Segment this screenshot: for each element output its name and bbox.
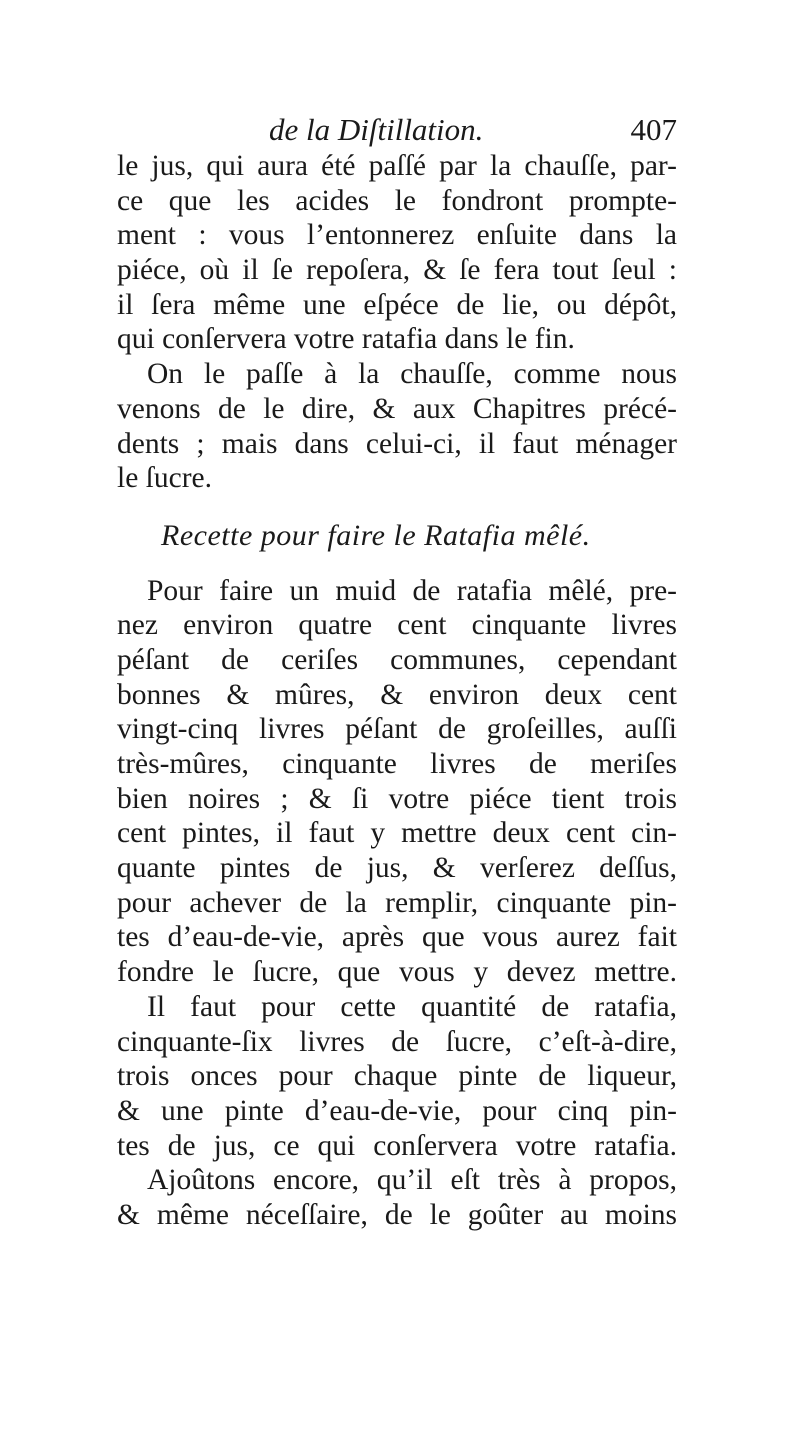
text-line: pour achever de la remplir, cinquante pin- — [117, 886, 677, 919]
paragraph-3 — [117, 574, 677, 990]
text-line: piéce, où il ſe repoſera, & ſe fera tout ſeul : — [117, 254, 677, 287]
text-line: Il faut pour cette quantité de ratafia, — [147, 990, 677, 1023]
text-line: il ſera même une eſpéce de lie, ou dépôt, — [117, 288, 677, 321]
text-line: & même néceſſaire, de le goûter au moins — [117, 1198, 677, 1231]
text-line: fondre le ſucre, que vous y devez mettre. — [117, 956, 677, 989]
text-line: bonnes & mûres, & environ deux cent — [117, 678, 677, 711]
text-line: très-mûres, cinquante livres de meriſes — [117, 748, 677, 780]
text-line: bien noires ; & ſi votre piéce tient trois — [117, 782, 677, 815]
page-number: 407 — [630, 112, 677, 147]
text-line: dents ; mais dans celui-ci, il faut ménager — [117, 427, 677, 460]
text-line: péſant de ceriſes communes, cependant — [117, 643, 677, 676]
text-line: qui conſervera votre ratafia dans le fin. — [117, 323, 575, 356]
text-line: ce que les acides le fondront prompte- — [117, 184, 677, 217]
paragraph-1 — [117, 149, 677, 357]
text-line: tes d’eau-de-vie, après que vous aurez fait — [117, 921, 677, 954]
text-line: vingt-cinq livres péſant de groſeilles, auſſi — [117, 713, 677, 746]
text-line: On le paſſe à la chauſſe, comme nous — [147, 358, 677, 391]
body-text — [117, 149, 677, 1233]
running-head — [117, 112, 677, 152]
text-line: ment : vous l’entonnerez enſuite dans la — [117, 219, 677, 252]
paragraph-2 — [117, 357, 677, 496]
text-line: cinquante-ſix livres de ſucre, c’eſt-à-dire, — [117, 1025, 677, 1058]
text-line: cent pintes, il faut y mettre deux cent cin- — [117, 817, 677, 850]
text-line: nez environ quatre cent cinquante livres — [117, 609, 677, 642]
running-title: de la Diſtillation. — [269, 112, 484, 147]
text-line: trois onces pour chaque pinte de liqueur, — [117, 1060, 677, 1093]
text-line: venons de le dire, & aux Chapitres précé- — [117, 392, 677, 425]
text-line: Pour faire un muid de ratafia mêlé, pre- — [147, 574, 677, 607]
text-line: le jus, qui aura été paſſé par la chauſſe, par- — [117, 150, 677, 182]
text-line: quante pintes de jus, & verſerez deſſus, — [117, 852, 677, 885]
paragraph-5 — [117, 1163, 677, 1232]
text-line: tes de jus, ce qui conſervera votre ratafia. — [117, 1129, 677, 1162]
section-heading: Recette pour faire le Ratafia mêlé. — [161, 518, 591, 552]
text-line: Ajoûtons encore, qu’il eſt très à propos, — [147, 1164, 677, 1197]
text-line: le ſucre. — [117, 462, 212, 495]
paragraph-4 — [117, 990, 677, 1163]
text-line: & une pinte d’eau-de-vie, pour cinq pin- — [117, 1094, 677, 1127]
